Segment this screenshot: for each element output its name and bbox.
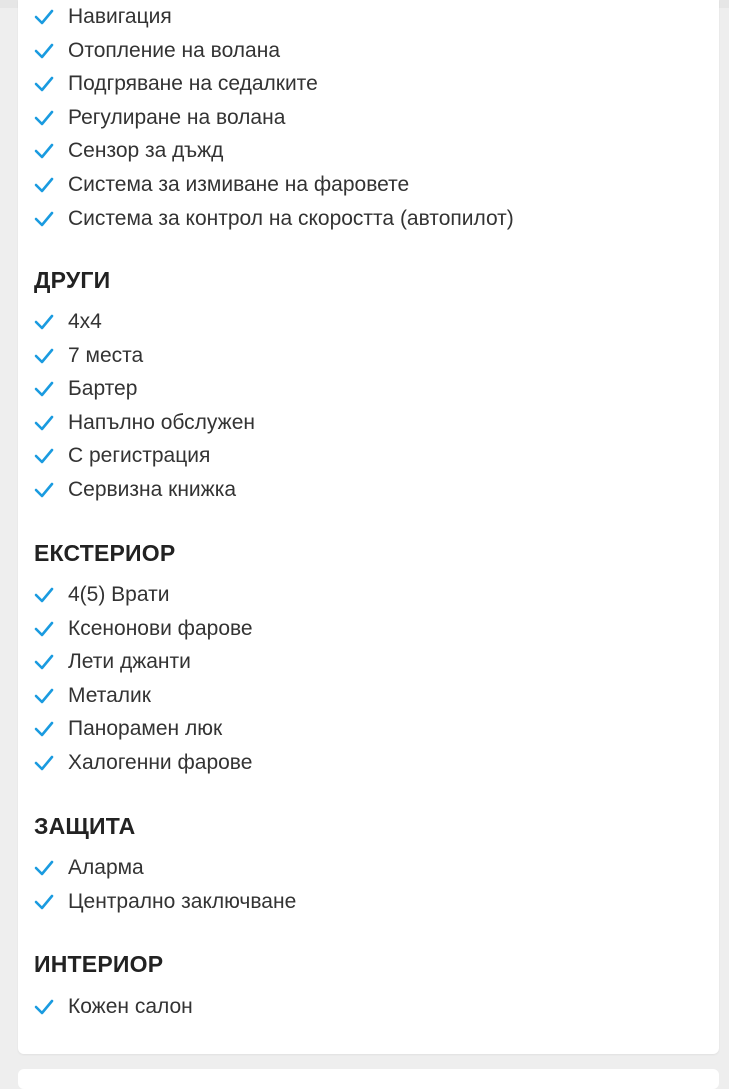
list-item [18, 4, 719, 38]
list-item [18, 343, 719, 377]
list-item [18, 477, 719, 511]
next-card [18, 1069, 719, 1089]
list-item [18, 443, 719, 477]
list-item [18, 410, 719, 444]
feature-label: Кожен салон [68, 995, 193, 1018]
list-item [18, 38, 719, 72]
feature-label: Металик [68, 683, 151, 707]
check-icon [34, 413, 54, 433]
section-title-protection: ЗАЩИТА [34, 813, 136, 839]
check-icon [34, 209, 54, 229]
check-icon [34, 446, 54, 466]
feature-label: Навигация [68, 5, 172, 28]
feature-label: Сервизна книжка [68, 477, 237, 501]
feature-label: Аларма [68, 856, 144, 879]
check-icon [34, 7, 54, 27]
feature-label: Бартер [68, 377, 138, 401]
check-icon [34, 379, 54, 399]
feature-label: Ксенонови фарове [68, 616, 253, 640]
section-title-other: ДРУГИ [34, 267, 111, 293]
feature-label: Напълно обслужен [68, 410, 255, 434]
other-list [18, 309, 719, 511]
feature-label: Система за контрол на скоростта (автопилот) [68, 206, 514, 230]
feature-label: 4x4 [68, 310, 102, 333]
feature-label: Сензор за дъжд [68, 139, 224, 163]
list-item [18, 71, 719, 105]
list-item [18, 172, 719, 206]
check-icon [34, 719, 54, 739]
feature-label: Лети джанти [68, 650, 191, 674]
list-item [18, 309, 719, 343]
list-item [18, 138, 719, 172]
check-icon [34, 619, 54, 639]
exterior-list [18, 582, 719, 784]
features-card [18, 0, 719, 1054]
check-icon [34, 997, 54, 1017]
check-icon [34, 141, 54, 161]
feature-label: 4(5) Врати [68, 583, 170, 606]
list-item [18, 855, 719, 889]
check-icon [34, 74, 54, 94]
check-icon [34, 108, 54, 128]
check-icon [34, 585, 54, 605]
check-icon [34, 175, 54, 195]
feature-label: Регулиране на волана [68, 105, 286, 129]
feature-label: Система за измиване на фаровете [68, 172, 410, 196]
feature-label: С регистрация [68, 444, 211, 468]
check-icon [34, 312, 54, 332]
feature-label: Отопление на волана [68, 38, 280, 62]
check-icon [34, 858, 54, 878]
list-item [18, 206, 719, 240]
interior-list [18, 994, 719, 1028]
section-title-interior: ИНТЕРИОР [34, 951, 164, 977]
check-icon [34, 346, 54, 366]
list-item [18, 716, 719, 750]
comfort-list [18, 4, 719, 239]
list-item [18, 105, 719, 139]
feature-label: Халогенни фарове [68, 750, 253, 774]
list-item [18, 750, 719, 784]
list-item [18, 616, 719, 650]
feature-label: Подгряване на седалките [68, 72, 318, 96]
list-item [18, 994, 719, 1028]
list-item [18, 376, 719, 410]
feature-label: Централно заключване [68, 889, 297, 913]
check-icon [34, 652, 54, 672]
list-item [18, 649, 719, 683]
check-icon [34, 753, 54, 773]
section-title-exterior: ЕКСТЕРИОР [34, 540, 176, 566]
list-item [18, 683, 719, 717]
feature-label: 7 места [68, 343, 144, 367]
feature-label: Панорамен люк [68, 717, 223, 741]
list-item [18, 889, 719, 923]
list-item [18, 582, 719, 616]
check-icon [34, 892, 54, 912]
protection-list [18, 855, 719, 922]
check-icon [34, 686, 54, 706]
check-icon [34, 480, 54, 500]
check-icon [34, 41, 54, 61]
